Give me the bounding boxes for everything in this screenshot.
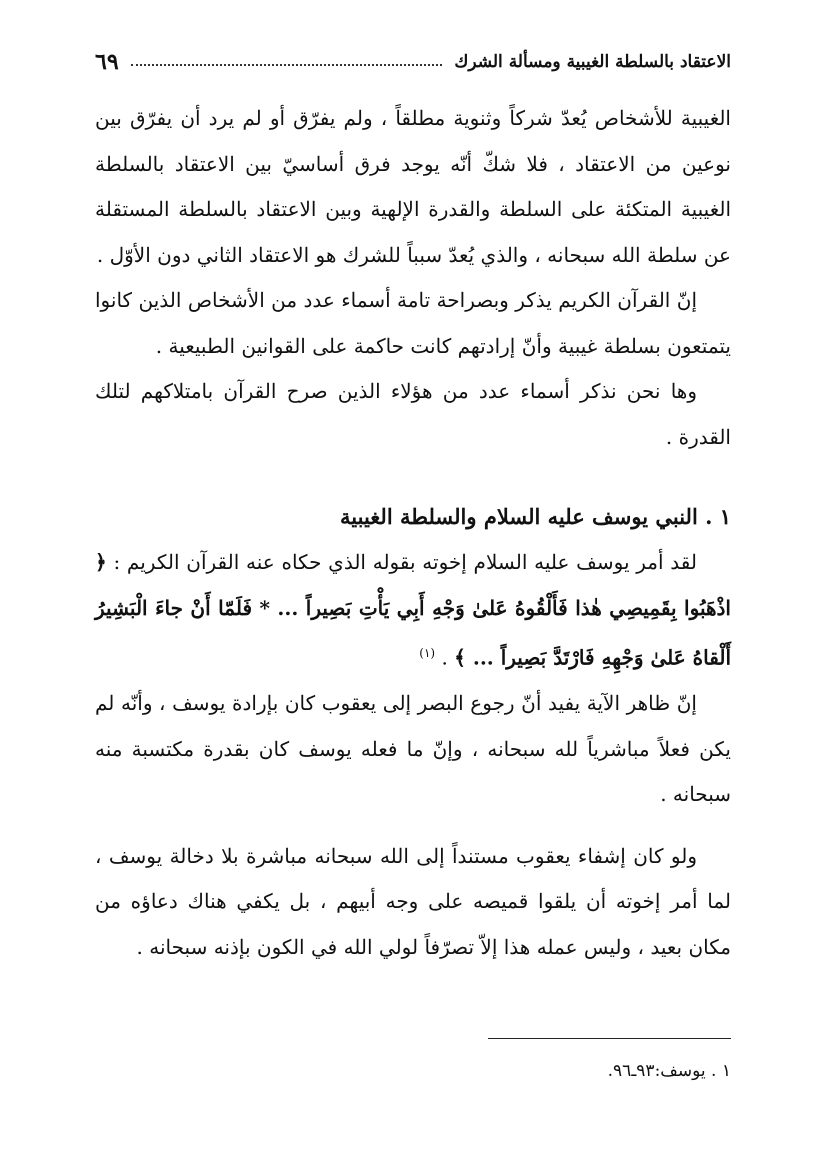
section-heading: ١ . النبي يوسف عليه السلام والسلطة الغيبية (340, 504, 731, 529)
body-text-bottom (95, 540, 731, 970)
body-text-top (95, 96, 731, 460)
header-dotted-rule (131, 64, 443, 66)
running-title: الاعتقاد بالسلطة الغيبية ومسألة الشرك (454, 52, 731, 72)
quran-verse: ﴿ اذْهَبُوا بِقَمِيصِي هٰذا فَأَلْقُوهُ عَلىٰ وَجْهِ أَبِي يَأْتِ بَصِيراً ... * فَلَمّا أَنْ جاءَ الْبَشِيرُ أَلْقاهُ عَلىٰ وَجْهِهِ فَارْتَدَّ بَصِيراً ... ﴾ (95, 550, 731, 670)
paragraph: إنّ ظاهر الآية يفيد أنّ رجوع البصر إلى يعقوب كان بإرادة يوسف ، وأنّه لم يكن فعلاً مباشرياً لله سبحانه ، وإنّ ما فعله يوسف كان بقدرة مكتسبة منه سبحانه . (95, 691, 731, 807)
footnote-marker: (١) (419, 646, 436, 660)
paragraph: الغيبية للأشخاص يُعدّ شركاً وثنوية مطلقاً ، ولم يفرّق أو لم يرد أن يفرّق بين نوعين من الاعتقاد ، فلا شكّ أنّه يوجد فرق أساسيّ بين الاعتقاد بالسلطة الغيبية المتكئة على السلطة والقدرة الإلهية وبين الاعتقاد بالسلطة المستقلة عن سلطة الله سبحانه ، والذي يُعدّ سبباً للشرك هو الاعتقاد الثاني دون الأوّل . (95, 106, 731, 267)
paragraph: ولو كان إشفاء يعقوب مستنداً إلى الله سبحانه مباشرة بلا دخالة يوسف ، لما أمر إخوته أن يلقوا قميصه على وجه أبيهم ، بل يكفي هناك دعاؤه من مكان بعيد ، وليس عمله هذا إلاّ تصرّفاً لولي الله في الكون بإذنه سبحانه . (95, 843, 731, 959)
quote-paragraph: لقد أمر يوسف عليه السلام إخوته بقوله الذي حكاه عنه القرآن الكريم : ﴿ اذْهَبُوا بِقَمِيصِي هٰذا فَأَلْقُوهُ عَلىٰ وَجْهِ أَبِي يَأْتِ بَصِيراً ... * فَلَمّا أَنْ جاءَ الْبَشِيرُ أَلْقاهُ عَلىٰ وَجْهِهِ فَارْتَدَّ بَصِيراً ... ﴾ . $^{(١)}$ (95, 550, 731, 670)
paragraph: وها نحن نذكر أسماء عدد من هؤلاء الذين صرح القرآن بامتلاكهم لتلك القدرة . (95, 379, 731, 449)
footnote: ١ . يوسف:٩٣ـ٩٦. (607, 1061, 731, 1081)
paragraph: إنّ القرآن الكريم يذكر وبصراحة تامة أسماء عدد من الأشخاص الذين كانوا يتمتعون بسلطة غيبية وأنّ إرادتهم كانت حاكمة على القوانين الطبيعية . (95, 288, 731, 358)
quote-intro: لقد أمر يوسف عليه السلام إخوته بقوله الذي حكاه عنه القرآن الكريم : (113, 550, 697, 574)
page-header (95, 44, 731, 80)
footnote-divider (488, 1038, 731, 1039)
page-number: ٦٩ (95, 49, 119, 75)
